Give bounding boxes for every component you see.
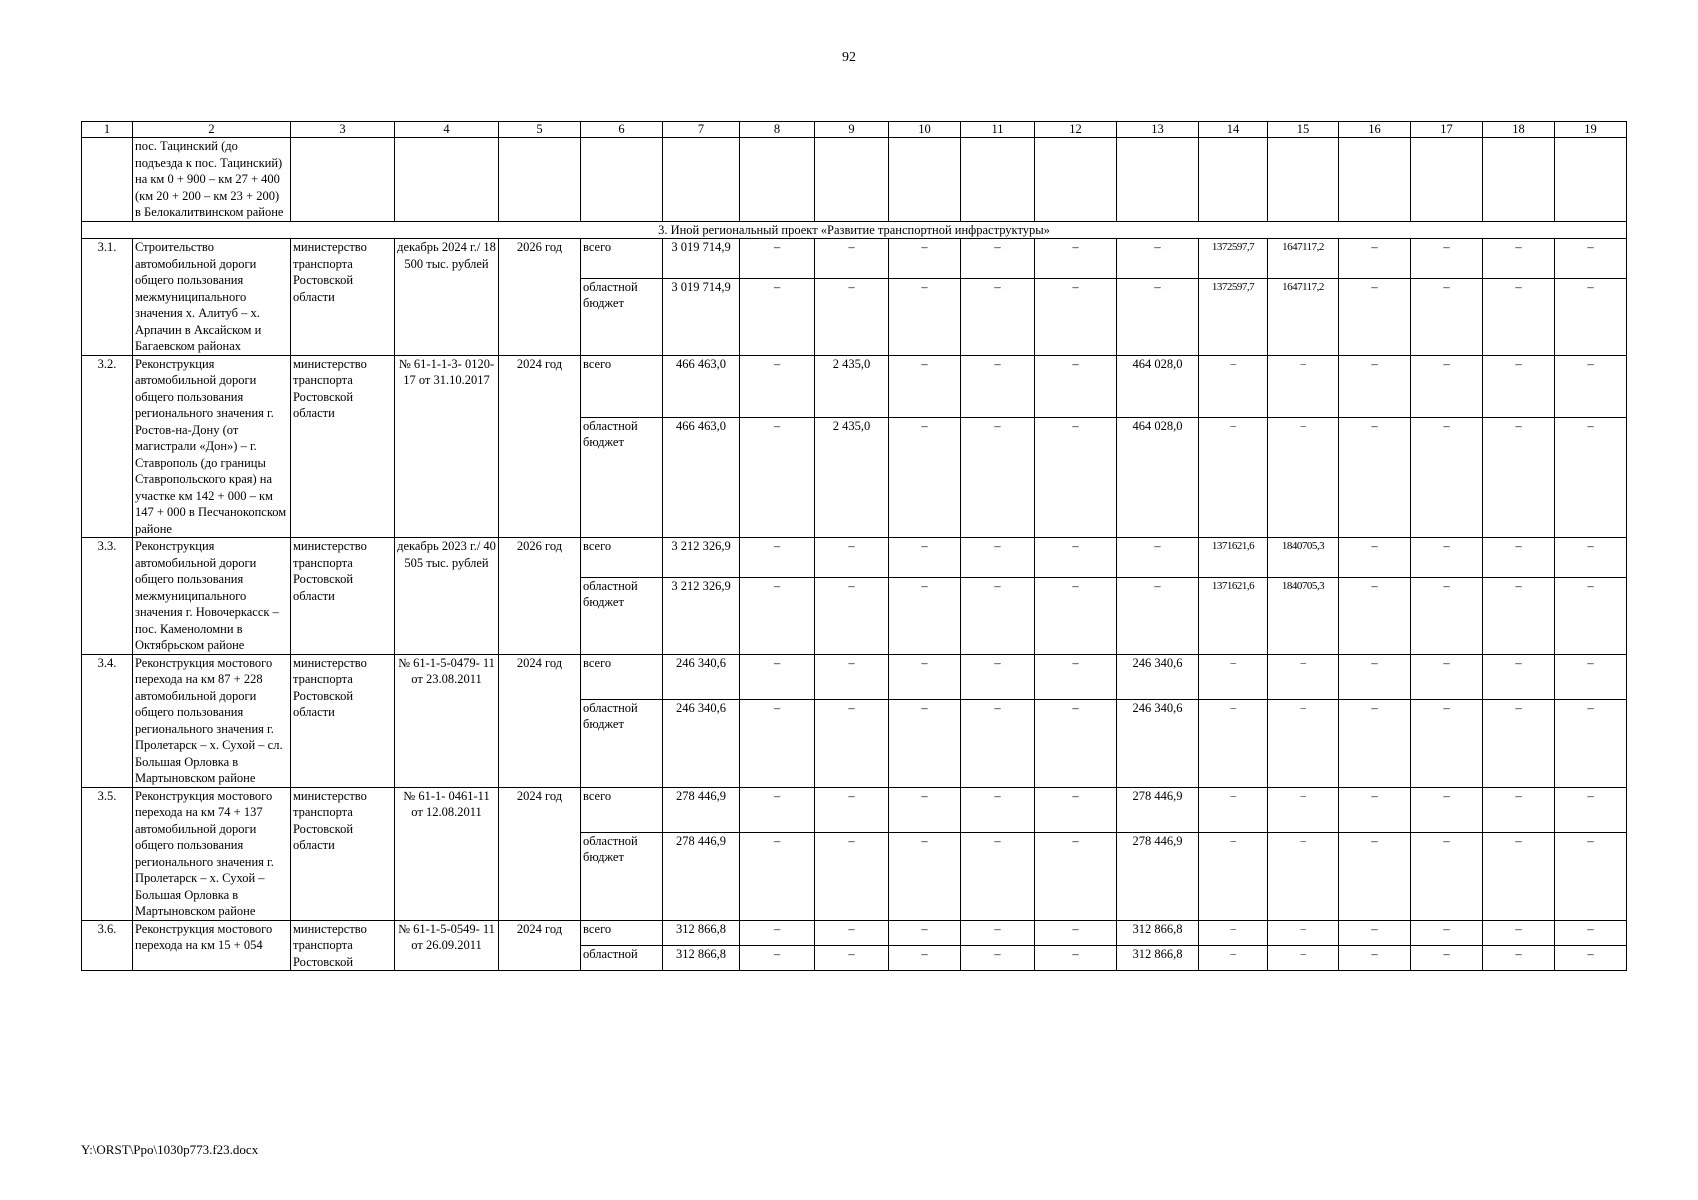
cell xyxy=(1411,138,1483,222)
cell xyxy=(740,138,815,222)
table-row xyxy=(82,538,1627,578)
value-cell: – xyxy=(815,538,889,578)
value-cell: – xyxy=(740,945,815,970)
value-cell: – xyxy=(1199,417,1268,538)
value-cell: – xyxy=(1339,538,1411,578)
value-cell: – xyxy=(1199,945,1268,970)
header-col: 1 xyxy=(82,122,133,138)
table-row xyxy=(82,787,1627,832)
value-cell: – xyxy=(1555,654,1627,699)
value-cell: – xyxy=(740,417,815,538)
value-cell: – xyxy=(1339,355,1411,417)
value-cell: 1372597,7 xyxy=(1199,239,1268,279)
value-cell: – xyxy=(1483,945,1555,970)
completion-year: 2024 год xyxy=(499,787,581,920)
value-cell: – xyxy=(1035,239,1117,279)
object-name: Строительство автомобильной дороги общего пользования межмуниципального значения х. Алитуб – х. Арпачин в Аксайском и Багаевском районах xyxy=(133,239,291,356)
value-cell: 3 019 714,9 xyxy=(663,239,740,279)
value-cell: – xyxy=(1483,832,1555,920)
value-cell: 312 866,8 xyxy=(1117,945,1199,970)
value-cell: – xyxy=(961,278,1035,355)
value-cell: – xyxy=(1035,278,1117,355)
completion-year: 2026 год xyxy=(499,239,581,356)
value-cell: – xyxy=(1035,417,1117,538)
value-cell: 1647117,2 xyxy=(1268,278,1339,355)
value-cell: – xyxy=(1339,945,1411,970)
funding-source: областной бюджет xyxy=(581,832,663,920)
value-cell: 246 340,6 xyxy=(663,699,740,787)
value-cell: – xyxy=(1555,239,1627,279)
value-cell: – xyxy=(1483,577,1555,654)
header-col: 2 xyxy=(133,122,291,138)
value-cell: – xyxy=(961,654,1035,699)
value-cell: – xyxy=(1483,920,1555,945)
header-col: 17 xyxy=(1411,122,1483,138)
value-cell: – xyxy=(1199,654,1268,699)
value-cell: – xyxy=(1411,355,1483,417)
value-cell: – xyxy=(961,787,1035,832)
value-cell: 312 866,8 xyxy=(663,945,740,970)
value-cell: – xyxy=(1411,699,1483,787)
header-col: 18 xyxy=(1483,122,1555,138)
cell xyxy=(663,138,740,222)
value-cell: – xyxy=(740,654,815,699)
value-cell: – xyxy=(961,538,1035,578)
value-cell: 278 446,9 xyxy=(1117,787,1199,832)
investment-table xyxy=(81,121,1627,971)
value-cell: – xyxy=(1339,239,1411,279)
project-doc: № 61-1-1-3- 0120-17 от 31.10.2017 xyxy=(395,355,499,538)
value-cell: – xyxy=(961,945,1035,970)
project-doc: декабрь 2023 г./ 40 505 тыс. рублей xyxy=(395,538,499,655)
value-cell: – xyxy=(1339,278,1411,355)
value-cell: – xyxy=(815,278,889,355)
value-cell: – xyxy=(740,699,815,787)
value-cell: – xyxy=(815,239,889,279)
value-cell: 3 212 326,9 xyxy=(663,577,740,654)
value-cell: – xyxy=(961,832,1035,920)
page-number: 92 xyxy=(842,50,856,65)
value-cell: – xyxy=(1199,699,1268,787)
cell xyxy=(961,138,1035,222)
table-row xyxy=(82,239,1627,279)
value-cell: – xyxy=(1483,239,1555,279)
row-number: 3.2. xyxy=(82,355,133,538)
value-cell: – xyxy=(1268,654,1339,699)
value-cell: – xyxy=(1411,832,1483,920)
value-cell: – xyxy=(1555,699,1627,787)
value-cell: – xyxy=(1411,920,1483,945)
value-cell: – xyxy=(1411,787,1483,832)
value-cell: – xyxy=(1483,278,1555,355)
value-cell: – xyxy=(1555,538,1627,578)
header-col: 4 xyxy=(395,122,499,138)
object-name: Реконструкция мостового перехода на км 15 + 054 xyxy=(133,920,291,971)
header-col: 19 xyxy=(1555,122,1627,138)
value-cell: 278 446,9 xyxy=(663,787,740,832)
value-cell: – xyxy=(1339,832,1411,920)
value-cell: – xyxy=(1555,787,1627,832)
value-cell: – xyxy=(1035,538,1117,578)
value-cell: – xyxy=(1411,417,1483,538)
cell xyxy=(1268,138,1339,222)
completion-year: 2026 год xyxy=(499,538,581,655)
value-cell: – xyxy=(889,699,961,787)
header-col: 8 xyxy=(740,122,815,138)
value-cell: – xyxy=(889,278,961,355)
header-col: 10 xyxy=(889,122,961,138)
value-cell: – xyxy=(889,920,961,945)
value-cell: 246 340,6 xyxy=(1117,654,1199,699)
funding-source: областной xyxy=(581,945,663,970)
table-row xyxy=(82,920,1627,945)
value-cell: – xyxy=(1117,538,1199,578)
header-col: 12 xyxy=(1035,122,1117,138)
value-cell: – xyxy=(961,920,1035,945)
value-cell: – xyxy=(1483,699,1555,787)
value-cell: – xyxy=(1411,239,1483,279)
object-name: Реконструкция мостового перехода на км 87 + 228 автомобильной дороги общего пользования регионального значения г. Пролетарск – х. Сухой – сл. Большая Орловка в Мартыновском районе xyxy=(133,654,291,787)
value-cell: – xyxy=(1339,654,1411,699)
executor: министерство транспорта Ростовской области xyxy=(291,239,395,356)
cell xyxy=(1199,138,1268,222)
value-cell: 246 340,6 xyxy=(1117,699,1199,787)
funding-source: всего xyxy=(581,787,663,832)
value-cell: 278 446,9 xyxy=(1117,832,1199,920)
value-cell: – xyxy=(961,239,1035,279)
value-cell: – xyxy=(889,787,961,832)
value-cell: – xyxy=(740,920,815,945)
value-cell: 464 028,0 xyxy=(1117,417,1199,538)
value-cell: – xyxy=(1555,832,1627,920)
value-cell: – xyxy=(1117,577,1199,654)
project-doc: № 61-1- 0461-11 от 12.08.2011 xyxy=(395,787,499,920)
executor: министерство транспорта Ростовской области xyxy=(291,787,395,920)
section-title: 3. Иной региональный проект «Развитие транспортной инфраструктуры» xyxy=(82,221,1627,239)
value-cell: – xyxy=(961,577,1035,654)
value-cell: 312 866,8 xyxy=(663,920,740,945)
value-cell: – xyxy=(1339,920,1411,945)
cell xyxy=(1483,138,1555,222)
value-cell: – xyxy=(1555,278,1627,355)
row-number: 3.1. xyxy=(82,239,133,356)
value-cell: – xyxy=(961,417,1035,538)
value-cell: – xyxy=(1117,278,1199,355)
value-cell: 1371621,6 xyxy=(1199,577,1268,654)
cell xyxy=(1555,138,1627,222)
value-cell: – xyxy=(1555,417,1627,538)
value-cell: 2 435,0 xyxy=(815,417,889,538)
value-cell: – xyxy=(961,355,1035,417)
value-cell: – xyxy=(740,538,815,578)
funding-source: всего xyxy=(581,654,663,699)
row-number: 3.6. xyxy=(82,920,133,971)
value-cell: – xyxy=(889,417,961,538)
executor: министерство транспорта Ростовской области xyxy=(291,654,395,787)
value-cell: 312 866,8 xyxy=(1117,920,1199,945)
value-cell: – xyxy=(815,699,889,787)
funding-source: областной бюджет xyxy=(581,577,663,654)
value-cell: – xyxy=(1035,787,1117,832)
value-cell: – xyxy=(740,355,815,417)
value-cell: – xyxy=(1411,654,1483,699)
value-cell: – xyxy=(1411,278,1483,355)
completion-year: 2024 год xyxy=(499,920,581,971)
header-col: 6 xyxy=(581,122,663,138)
value-cell: – xyxy=(815,832,889,920)
value-cell: – xyxy=(815,920,889,945)
value-cell: – xyxy=(1555,355,1627,417)
continued-object-name: пос. Тацинский (до подъезда к пос. Тацинский) на км 0 + 900 – км 27 + 400 (км 20 + 200 – км 23 + 200) в Белокалитвинском районе xyxy=(133,138,291,222)
value-cell: – xyxy=(889,577,961,654)
value-cell: – xyxy=(889,538,961,578)
value-cell: – xyxy=(1035,577,1117,654)
value-cell: – xyxy=(1268,699,1339,787)
value-cell: – xyxy=(1268,787,1339,832)
value-cell: – xyxy=(1268,945,1339,970)
header-col: 7 xyxy=(663,122,740,138)
value-cell: – xyxy=(1483,355,1555,417)
value-cell: 2 435,0 xyxy=(815,355,889,417)
value-cell: – xyxy=(889,832,961,920)
value-cell: – xyxy=(1339,787,1411,832)
value-cell: 466 463,0 xyxy=(663,417,740,538)
value-cell: 464 028,0 xyxy=(1117,355,1199,417)
value-cell: – xyxy=(1268,920,1339,945)
table-row xyxy=(82,654,1627,699)
cell xyxy=(1117,138,1199,222)
value-cell: – xyxy=(1035,832,1117,920)
object-name: Реконструкция автомобильной дороги общего пользования регионального значения г. Ростов-на-Дону (от магистрали «Дон») – г. Ставрополь (до границы Ставропольского края) на участке км 142 + 000 – км 147 + 000 в Песчанокопском районе xyxy=(133,355,291,538)
value-cell: – xyxy=(1199,787,1268,832)
header-col: 14 xyxy=(1199,122,1268,138)
section-row xyxy=(82,221,1627,239)
value-cell: – xyxy=(1199,832,1268,920)
value-cell: 1840705,3 xyxy=(1268,577,1339,654)
executor: министерство транспорта Ростовской xyxy=(291,920,395,971)
value-cell: 1840705,3 xyxy=(1268,538,1339,578)
value-cell: 246 340,6 xyxy=(663,654,740,699)
value-cell: 3 212 326,9 xyxy=(663,538,740,578)
cell xyxy=(395,138,499,222)
cell xyxy=(889,138,961,222)
header-col: 15 xyxy=(1268,122,1339,138)
row-number: 3.5. xyxy=(82,787,133,920)
header-col: 16 xyxy=(1339,122,1411,138)
cell xyxy=(815,138,889,222)
continued-row xyxy=(82,138,1627,222)
value-cell: – xyxy=(1555,945,1627,970)
value-cell: – xyxy=(1483,787,1555,832)
header-col: 9 xyxy=(815,122,889,138)
value-cell: – xyxy=(1339,577,1411,654)
value-cell: – xyxy=(1555,577,1627,654)
value-cell: – xyxy=(1268,417,1339,538)
value-cell: – xyxy=(815,577,889,654)
executor: министерство транспорта Ростовской области xyxy=(291,355,395,538)
project-doc: № 61-1-5-0549- 11 от 26.09.2011 xyxy=(395,920,499,971)
executor: министерство транспорта Ростовской области xyxy=(291,538,395,655)
funding-source: областной бюджет xyxy=(581,417,663,538)
cell xyxy=(1339,138,1411,222)
completion-year: 2024 год xyxy=(499,355,581,538)
project-doc: декабрь 2024 г./ 18 500 тыс. рублей xyxy=(395,239,499,356)
funding-source: всего xyxy=(581,239,663,279)
cell xyxy=(291,138,395,222)
header-col: 11 xyxy=(961,122,1035,138)
object-name: Реконструкция автомобильной дороги общего пользования межмуниципального значения г. Новочеркасск – пос. Каменоломни в Октябрьском районе xyxy=(133,538,291,655)
value-cell: – xyxy=(1483,417,1555,538)
header-col: 3 xyxy=(291,122,395,138)
value-cell: – xyxy=(815,654,889,699)
value-cell: – xyxy=(1555,920,1627,945)
value-cell: – xyxy=(961,699,1035,787)
funding-source: всего xyxy=(581,920,663,945)
value-cell: 466 463,0 xyxy=(663,355,740,417)
value-cell: 3 019 714,9 xyxy=(663,278,740,355)
value-cell: – xyxy=(1339,417,1411,538)
cell xyxy=(581,138,663,222)
row-number: 3.4. xyxy=(82,654,133,787)
value-cell: – xyxy=(1411,945,1483,970)
value-cell: – xyxy=(1035,699,1117,787)
value-cell: – xyxy=(1411,538,1483,578)
object-name: Реконструкция мостового перехода на км 74 + 137 автомобильной дороги общего пользования регионального значения г. Пролетарск – х. Сухой – Большая Орловка в Мартыновском районе xyxy=(133,787,291,920)
value-cell: – xyxy=(815,945,889,970)
value-cell: – xyxy=(1483,538,1555,578)
value-cell: – xyxy=(1199,355,1268,417)
value-cell: – xyxy=(1117,239,1199,279)
funding-source: областной бюджет xyxy=(581,699,663,787)
value-cell: – xyxy=(1339,699,1411,787)
value-cell: – xyxy=(740,239,815,279)
value-cell: – xyxy=(1035,355,1117,417)
value-cell: – xyxy=(1268,832,1339,920)
header-col: 13 xyxy=(1117,122,1199,138)
value-cell: – xyxy=(1035,654,1117,699)
value-cell: – xyxy=(740,832,815,920)
header-row xyxy=(82,122,1627,138)
header-col: 5 xyxy=(499,122,581,138)
value-cell: – xyxy=(1035,945,1117,970)
cell xyxy=(1035,138,1117,222)
footer-file-path: Y:\ORST\Ppo\1030p773.f23.docx xyxy=(81,1142,259,1157)
value-cell: – xyxy=(889,945,961,970)
funding-source: областной бюджет xyxy=(581,278,663,355)
value-cell: – xyxy=(740,278,815,355)
cell xyxy=(82,138,133,222)
value-cell: 1372597,7 xyxy=(1199,278,1268,355)
value-cell: – xyxy=(815,787,889,832)
value-cell: 1371621,6 xyxy=(1199,538,1268,578)
value-cell: – xyxy=(1199,920,1268,945)
value-cell: – xyxy=(1035,920,1117,945)
value-cell: 1647117,2 xyxy=(1268,239,1339,279)
cell xyxy=(499,138,581,222)
value-cell: – xyxy=(1483,654,1555,699)
project-doc: № 61-1-5-0479- 11 от 23.08.2011 xyxy=(395,654,499,787)
value-cell: – xyxy=(740,577,815,654)
funding-source: всего xyxy=(581,538,663,578)
value-cell: – xyxy=(889,654,961,699)
completion-year: 2024 год xyxy=(499,654,581,787)
value-cell: – xyxy=(889,355,961,417)
table-row xyxy=(82,355,1627,417)
funding-source: всего xyxy=(581,355,663,417)
value-cell: – xyxy=(740,787,815,832)
value-cell: – xyxy=(889,239,961,279)
value-cell: 278 446,9 xyxy=(663,832,740,920)
row-number: 3.3. xyxy=(82,538,133,655)
value-cell: – xyxy=(1411,577,1483,654)
value-cell: – xyxy=(1268,355,1339,417)
